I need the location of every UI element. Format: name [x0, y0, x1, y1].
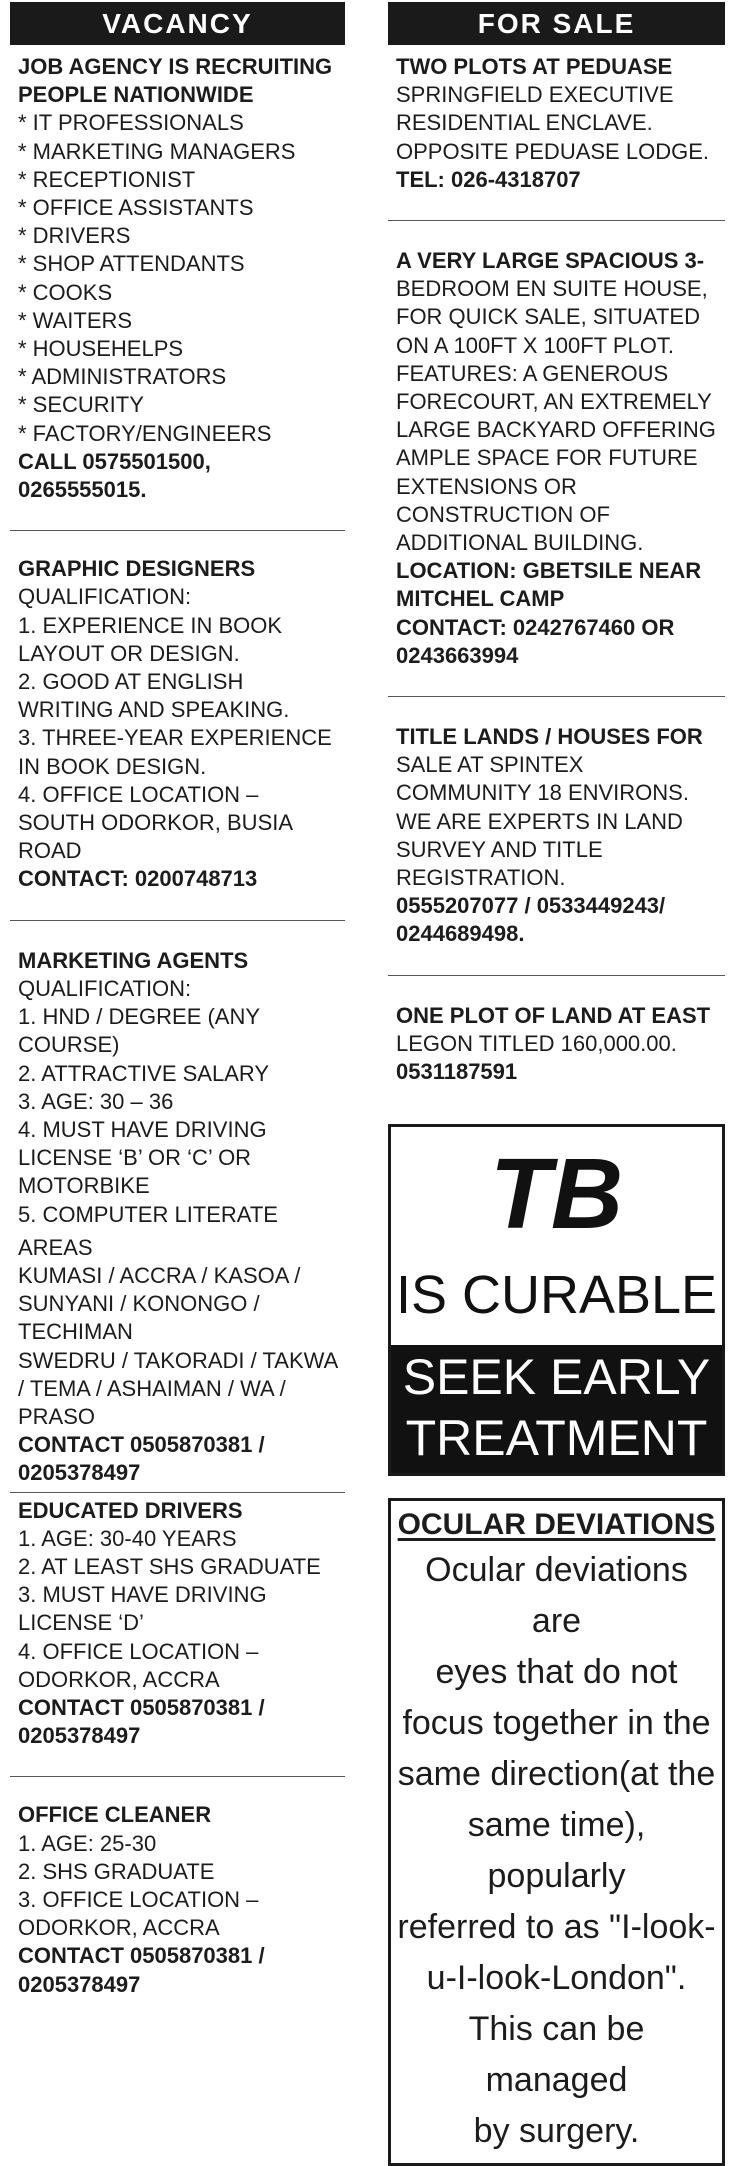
ad-line: SWEDRU / TAKORADI / TAKWA — [18, 1347, 339, 1373]
ad-line: 1. AGE: 25-30 — [18, 1830, 157, 1856]
ad-line: / TEMA / ASHAIMAN / WA / — [18, 1375, 286, 1401]
ad-bold-line: 0265555015. — [18, 477, 147, 503]
tb-subtitle: IS CURABLE — [395, 1265, 718, 1326]
ad-line: COMMUNITY 18 ENVIRONS. — [396, 780, 689, 806]
ocular-line: u-I-look-London". — [426, 1959, 687, 1998]
ad-bold-line: TEL: 026-4318707 — [396, 166, 581, 192]
ad-line: IN BOOK DESIGN. — [18, 753, 207, 779]
ad-line: LARGE BACKYARD OFFERING — [396, 417, 716, 443]
ad-line: 3. THREE-YEAR EXPERIENCE — [18, 725, 332, 751]
ad-line: 1. EXPERIENCE IN BOOK — [18, 612, 283, 638]
for-sale-ads — [388, 53, 725, 1086]
ad-separator — [10, 920, 345, 921]
ad-line: SURVEY AND TITLE — [396, 836, 603, 862]
ad-line: MOTORBIKE — [18, 1173, 150, 1199]
vacancy-column — [10, 2, 345, 1999]
ad-bold-line: 0531187591 — [396, 1059, 518, 1085]
ocular-line: focus together in the — [402, 1704, 711, 1743]
ad-bold-line: OFFICE CLEANER — [18, 1802, 212, 1828]
ad-line: 3. MUST HAVE DRIVING — [18, 1582, 267, 1608]
ad-line: WRITING AND SPEAKING. — [18, 697, 290, 723]
ad-line: LICENSE ‘D’ — [18, 1610, 144, 1636]
ad-bold-line: PEOPLE NATIONWIDE — [18, 82, 254, 108]
ad-bold-line: 0205378497 — [18, 1971, 141, 1997]
ad-bold-line: A VERY LARGE SPACIOUS 3- — [396, 248, 705, 274]
ad-line: ADDITIONAL BUILDING. — [396, 530, 644, 556]
ad-line: * FACTORY/ENGINEERS — [18, 420, 272, 446]
ad-line: REGISTRATION. — [396, 865, 566, 891]
ad-line: 1. AGE: 30-40 YEARS — [18, 1525, 237, 1551]
ad-bold-line: 0205378497 — [18, 1460, 141, 1486]
for-sale-header: FOR SALE — [388, 2, 725, 45]
ad-line: BEDROOM EN SUITE HOUSE, — [396, 276, 708, 302]
ad-line: CONSTRUCTION OF — [396, 501, 610, 527]
for-sale-column — [388, 2, 725, 2166]
ad-line: LICENSE ‘B’ OR ‘C’ OR — [18, 1145, 252, 1171]
ocular-line: by surgery. — [473, 2112, 640, 2151]
ad-line: WE ARE EXPERTS IN LAND — [396, 808, 683, 834]
ad-separator — [388, 220, 725, 221]
ad-line: * IT PROFESSIONALS — [18, 110, 244, 136]
ad-bold-line: CONTACT: 0200748713 — [18, 866, 258, 892]
ad-line: LEGON TITLED 160,000.00. — [396, 1030, 677, 1056]
ad-bold-line: CONTACT 0505870381 / — [18, 1694, 265, 1720]
ad-line: SALE AT SPINTEX — [396, 752, 584, 778]
ocular-line: This can be managed — [468, 2010, 645, 2100]
ad-line: * HOUSEHELPS — [18, 336, 184, 362]
ad-bold-line: TITLE LANDS / HOUSES FOR — [396, 724, 703, 750]
ocular-line: same direction(at the — [397, 1755, 716, 1794]
ad-bold-line: 0243663994 — [396, 642, 519, 668]
ocular-line: referred to as "I-look- — [397, 1908, 716, 1947]
ad-line: * MARKETING MANAGERS — [18, 138, 296, 164]
ad-line: ROAD — [18, 838, 82, 864]
tb-awareness-box — [388, 1124, 725, 1476]
ocular-title: OCULAR DEVIATIONS — [397, 1508, 716, 1542]
tb-banner — [391, 1345, 722, 1473]
ad-bold-line: MARKETING AGENTS — [18, 947, 249, 973]
ad-line: OPPOSITE PEDUASE LODGE. — [396, 138, 709, 164]
ad-listing — [10, 1801, 345, 1998]
ad-bold-line: CONTACT: 0242767460 OR — [396, 614, 675, 640]
ad-line: ODORKOR, ACCRA — [18, 1666, 220, 1692]
ad-line: TECHIMAN — [18, 1319, 133, 1345]
ad-line: 2. AT LEAST SHS GRADUATE — [18, 1553, 321, 1579]
ad-line: 4. OFFICE LOCATION – — [18, 1638, 259, 1664]
ad-line: FOR QUICK SALE, SITUATED — [396, 304, 700, 330]
ad-line: FORECOURT, AN EXTREMELY — [396, 389, 712, 415]
ad-bold-line: EDUCATED DRIVERS — [18, 1497, 243, 1523]
ad-separator — [388, 696, 725, 697]
ad-line: SPRINGFIELD EXECUTIVE — [396, 82, 674, 108]
ad-line: COURSE) — [18, 1032, 120, 1058]
ad-line: QUALIFICATION: — [18, 584, 192, 610]
ad-listing — [388, 247, 725, 670]
tb-top — [391, 1127, 722, 1345]
ad-bold-line: MITCHEL CAMP — [396, 586, 565, 612]
ad-line: * SECURITY — [18, 392, 144, 418]
ad-listing — [10, 555, 345, 893]
ad-bold-line: CONTACT 0505870381 / — [18, 1943, 265, 1969]
ad-line: * WAITERS — [18, 307, 133, 333]
ad-line: SUNYANI / KONONGO / — [18, 1291, 260, 1317]
ad-line: * RECEPTIONIST — [18, 166, 196, 192]
ad-separator — [10, 530, 345, 531]
ad-line: KUMASI / ACCRA / KASOA / — [18, 1262, 301, 1288]
ad-line: * SHOP ATTENDANTS — [18, 251, 245, 277]
ad-bold-line: 0205378497 — [18, 1723, 141, 1749]
ad-separator — [388, 975, 725, 976]
tb-banner-line-2: TREATMENT — [405, 1410, 708, 1467]
ad-bold-line: 0244689498. — [396, 921, 525, 947]
ocular-line: eyes that do not — [435, 1653, 678, 1692]
tb-title: TB — [489, 1138, 624, 1251]
ad-line: 4. MUST HAVE DRIVING — [18, 1116, 267, 1142]
ad-line: LAYOUT OR DESIGN. — [18, 640, 240, 666]
ad-listing — [388, 723, 725, 949]
ad-line: 3. OFFICE LOCATION – — [18, 1886, 259, 1912]
ocular-line: Ocular deviations are — [425, 1551, 688, 1641]
ad-line: EXTENSIONS OR — [396, 473, 577, 499]
ad-line: * DRIVERS — [18, 223, 131, 249]
ad-line: PRASO — [18, 1403, 96, 1429]
ad-listing — [388, 1002, 725, 1087]
ad-line: 1. HND / DEGREE (ANY — [18, 1004, 261, 1030]
ad-line: 2. GOOD AT ENGLISH — [18, 669, 244, 695]
ocular-body — [397, 1545, 716, 2157]
ad-line: * COOKS — [18, 279, 113, 305]
ad-line: 5. COMPUTER LITERATE — [18, 1201, 278, 1227]
ad-line: ODORKOR, ACCRA — [18, 1915, 220, 1941]
vacancy-header: VACANCY — [10, 2, 345, 45]
ad-bold-line: GRAPHIC DESIGNERS — [18, 556, 256, 582]
vacancy-ads — [10, 53, 345, 1999]
ad-bold-line: LOCATION: GBETSILE NEAR — [396, 558, 702, 584]
ad-bold-line: CALL 0575501500, — [18, 448, 211, 474]
ad-line: * ADMINISTRATORS — [18, 364, 227, 390]
ad-separator — [10, 1492, 345, 1493]
ad-line: AMPLE SPACE FOR FUTURE — [396, 445, 698, 471]
ad-bold-line: 0555207077 / 0533449243/ — [396, 893, 666, 919]
ad-line: ON A 100FT X 100FT PLOT. — [396, 332, 674, 358]
ad-line: * OFFICE ASSISTANTS — [18, 195, 254, 221]
ad-bold-line: TWO PLOTS AT PEDUASE — [396, 54, 673, 79]
ad-line: AREAS — [18, 1234, 93, 1260]
ad-line: 3. AGE: 30 – 36 — [18, 1088, 174, 1114]
ad-line: 2. SHS GRADUATE — [18, 1858, 215, 1884]
ad-bold-line: ONE PLOT OF LAND AT EAST — [396, 1002, 711, 1028]
ad-listing — [388, 53, 725, 194]
ad-line: QUALIFICATION: — [18, 975, 192, 1001]
ad-line: RESIDENTIAL ENCLAVE. — [396, 110, 653, 136]
tb-banner-line-1: SEEK EARLY — [402, 1349, 711, 1406]
ad-listing — [10, 1497, 345, 1751]
ad-listing — [10, 947, 345, 1488]
ad-line: FEATURES: A GENEROUS — [396, 360, 669, 386]
ad-line: SOUTH ODORKOR, BUSIA — [18, 810, 294, 836]
ad-line: 4. OFFICE LOCATION – — [18, 781, 259, 807]
ad-bold-line: CONTACT 0505870381 / — [18, 1432, 265, 1458]
ad-listing — [10, 53, 345, 504]
ocular-line: same time), popularly — [467, 1806, 646, 1896]
ocular-deviations-box — [388, 1498, 725, 2166]
ad-bold-line: JOB AGENCY IS RECRUITING — [18, 54, 333, 79]
ad-separator — [10, 1776, 345, 1777]
ad-line: 2. ATTRACTIVE SALARY — [18, 1060, 270, 1086]
